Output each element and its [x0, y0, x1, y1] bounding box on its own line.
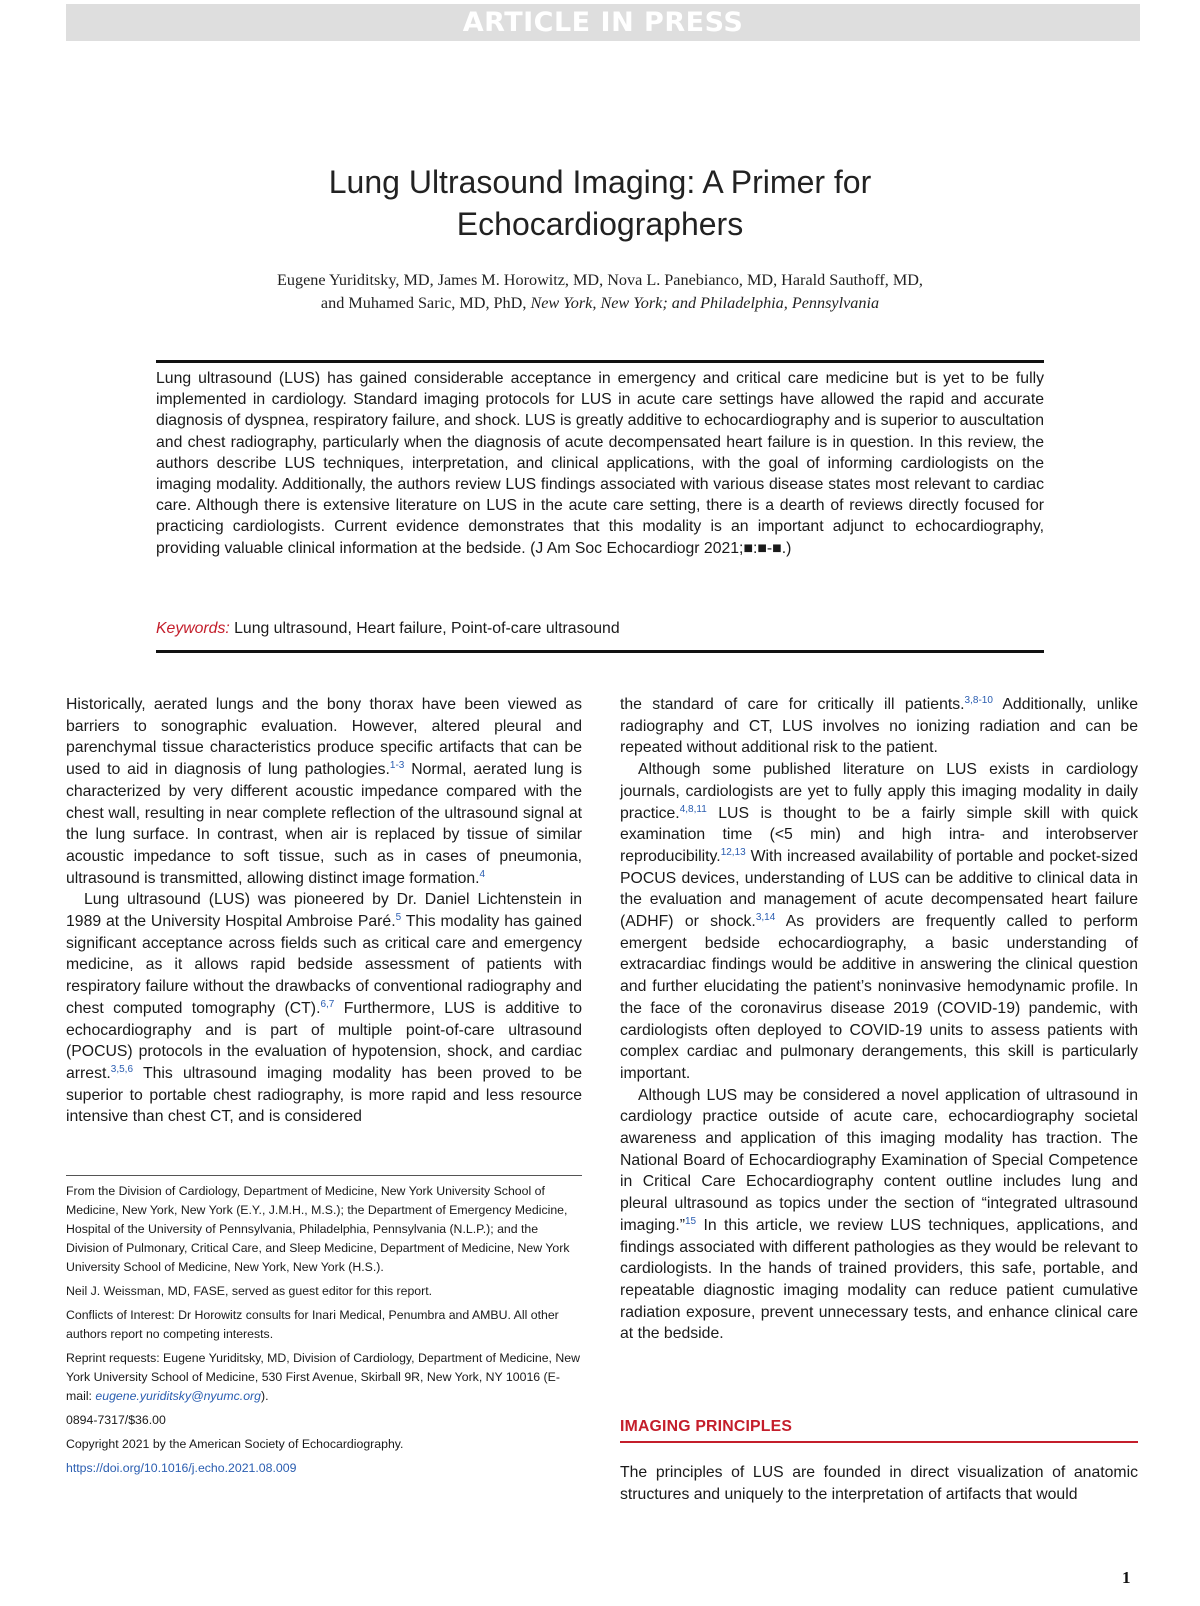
authors-line-1: Eugene Yuriditsky, MD, James M. Horowitz, MD, Nova L. Panebianco, MD, Harald Sauthoff, MD,	[277, 271, 923, 289]
banner-text: ARTICLE IN PRESS	[462, 7, 744, 38]
authors-location: New York, New York; and Philadelphia, Pennsylvania	[530, 294, 880, 312]
body-paragraph-6: The principles of LUS are founded in direct visualization of anatomic structures and uniquely to the interpretation of artifacts that would	[620, 1464, 1138, 1503]
doi-link[interactable]: https://doi.org/10.1016/j.echo.2021.08.009	[66, 1461, 297, 1475]
footnote-copyright: Copyright 2021 by the American Society of Echocardiography.	[66, 1437, 404, 1451]
citation-link[interactable]: 3,8-10	[964, 695, 993, 706]
keywords-list: Lung ultrasound, Heart failure, Point-of-care ultrasound	[234, 620, 620, 637]
citation-link[interactable]: 1-3	[389, 760, 405, 772]
abstract-bottom-rule	[156, 650, 1044, 653]
citation-link[interactable]: 12,13	[720, 846, 746, 858]
footnote-guest-editor: Neil J. Weissman, MD, FASE, served as guest editor for this report.	[66, 1284, 433, 1298]
footnote-reprint: Reprint requests: Eugene Yuriditsky, MD, Division of Cardiology, Department of Medicine, New York University School of Medicine, 530 First Avenue, Skirball 9R, New York, NY 10016 (E-mail: eugene.yuriditsky@nyumc.org).	[66, 1351, 580, 1403]
reprint-email-link[interactable]: eugene.yuriditsky@nyumc.org	[95, 1389, 261, 1403]
authors-line-2	[140, 292, 1060, 315]
footnotes	[66, 1182, 582, 1483]
citation-link[interactable]: 3,5,6	[110, 1063, 134, 1075]
citation-link[interactable]: 4,8,11	[679, 803, 707, 815]
abstract-top-rule	[156, 360, 1044, 363]
keywords	[156, 618, 1044, 640]
section-heading: IMAGING PRINCIPLES	[620, 1418, 793, 1435]
left-column	[66, 694, 582, 1128]
authors-line-2-names: and Muhamed Saric, MD, PhD,	[320, 294, 527, 312]
keywords-label: Keywords:	[156, 620, 230, 637]
article-title	[150, 161, 1050, 245]
page-number: 1	[1122, 1568, 1131, 1587]
citation-link[interactable]: 3,14	[755, 912, 776, 924]
body-paragraph-2: Lung ultrasound (LUS) was pioneered by Dr. Daniel Lichtenstein in 1989 at the University Hospital Ambroise Paré.$^5$ This modality has gained significant acceptance across fields such as critical care and emergency medicine, as it allows rapid bedside assessment of patients with respiratory failure without the drawbacks of conventional radiography and chest computed tomography (CT).$^{6,7}$ Furthermore, LUS is additive to echocardiography and is part of multiple point-of-care ultrasound (POCUS) protocols in the evaluation of hypotension, shock, and cardiac arrest.$^{3,5,6}$ This ultrasound imaging modality has been proved to be superior to portable chest radiography, is more rapid and less resource intensive than chest CT, and is considered	[66, 891, 583, 1126]
article-in-press-banner	[66, 4, 1140, 41]
abstract: Lung ultrasound (LUS) has gained considerable acceptance in emergency and critical care medicine but is yet to be fully implemented in cardiology. Standard imaging protocols for LUS in acute care settings have allowed the rapid and accurate diagnosis of dyspnea, respiratory failure, and shock. LUS is greatly additive to echocardiography and is superior to auscultation and chest radiography, particularly when the diagnosis of acute decompensated heart failure is in question. In this review, the authors describe LUS techniques, interpretation, and clinical applications, with the goal of informing cardiologists on the imaging modality. Additionally, the authors review LUS findings associated with various disease states most relevant to cardiac care. Although there is extensive literature on LUS in the acute care setting, there is a dearth of reviews directly focused for practicing cardiologists. Current evidence demonstrates that this modality is an important adjunct to echocardiography, providing valuable clinical information at the bedside. (J Am Soc Echocardiogr 2021;■:■-■.)	[156, 370, 1044, 557]
right-column	[620, 694, 1138, 1345]
citation-link[interactable]: 4	[479, 868, 486, 880]
citation-link[interactable]: 15	[684, 1215, 697, 1227]
citation-link[interactable]: 5	[395, 912, 402, 924]
body-paragraph-1: Historically, aerated lungs and the bony thorax have been viewed as barriers to sonographic evaluation. However, altered pleural and parenchymal tissue characteristics produce specific artifacts that can be used to aid in diagnosis of lung pathologies.$^{1-3}$ Normal, aerated lung is characterized by very different acoustic impedance compared with the chest wall, resulting in near complete reflection of the ultrasound signal at the lung surface. In contrast, when air is replaced by tissue of similar acoustic impedance to soft tissue, such as in cases of pneumonia, ultrasound is transmitted, allowing distinct image formation.$^4$	[66, 696, 582, 887]
footnote-conflicts: Conflicts of Interest: Dr Horowitz consults for Inari Medical, Penumbra and AMBU. All other authors report no competing interests.	[66, 1308, 559, 1341]
title-line-1: Lung Ultrasound Imaging: A Primer for	[328, 164, 872, 200]
footnote-issn: 0894-7317/$36.00	[66, 1413, 166, 1427]
body-paragraph-5: Although LUS may be considered a novel application of ultrasound in cardiology practice outside of acute care, echocardiography societal awareness and application of this imaging modality has traction. The National Board of Echocardiography Examination of Special Competence in Critical Care Echocardiography content outline includes lung and pleural ultrasound as topics under the section of “integrated ultrasound imaging.”$^{15}$ In this article, we review LUS techniques, applications, and findings associated with different pathologies as they would be relevant to cardiologists. In the hands of trained providers, this safe, portable, and repeatable diagnostic imaging modality can reduce patient cumulative radiation exposure, prevent unnecessary tests, and enhance clinical care at the bedside.	[620, 1086, 1138, 1343]
title-line-2: Echocardiographers	[456, 206, 744, 242]
citation-link[interactable]: 6,7	[320, 998, 335, 1010]
footnote-affiliation: From the Division of Cardiology, Department of Medicine, New York University School of Medicine, New York, New York (E.Y., J.M.H., M.S.); the Department of Emergency Medicine, Hospital of the University of Pennsylvania, Philadelphia, Pennsylvania (N.L.P.); and the Division of Pulmonary, Critical Care, and Sleep Medicine, Department of Medicine, New York University School of Medicine, New York, New York (H.S.).	[66, 1184, 570, 1274]
section-heading-rule	[620, 1441, 1138, 1443]
body-paragraph-3: the standard of care for critically ill patients.$^{3,8-10}$ Additionally, unlike radiography and CT, LUS involves no ionizing radiation and can be repeated without additional risk to the patient.	[620, 695, 1138, 757]
body-paragraph-4: Although some published literature on LUS exists in cardiology journals, cardiologists are yet to fully apply this imaging modality in daily practice.$^{4,8,11}$ LUS is thought to be a fairly simple skill with quick examination time (<5 min) and high intra- and interobserver reproducibility.$^{12,13}$ With increased availability of portable and pocket-sized POCUS devices, understanding of LUS can be additive to clinical data in the evaluation and management of acute decompensated heart failure (ADHF) or shock.$^{3,14}$ As providers are frequently called to perform emergent bedside echocardiography, a basic understanding of extracardiac findings would be additive in answering the clinical question and further elucidating the patient’s noninvasive hemodynamic profile. In the face of the coronavirus disease 2019 (COVID-19) pandemic, with cardiologists often deployed to COVID-19 units to assess patients with complex cardiac and pulmonary derangements, this skill is particularly important.	[620, 761, 1138, 1082]
author-list	[140, 269, 1060, 315]
footnote-rule	[66, 1175, 582, 1176]
imaging-principles-column	[620, 1462, 1138, 1505]
